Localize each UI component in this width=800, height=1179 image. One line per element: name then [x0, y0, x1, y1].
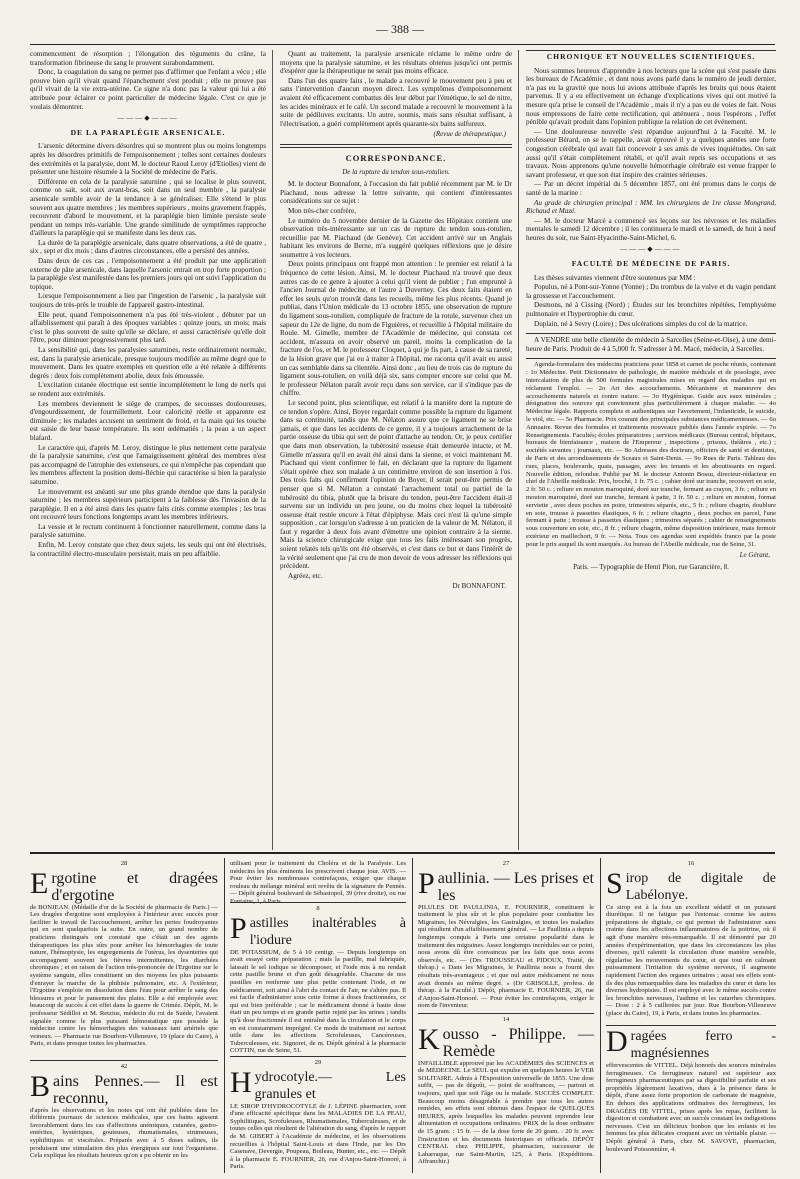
ad-number: 8: [316, 905, 320, 912]
paragraph: — Une douloureuse nouvelle s'est répandue aujourd'hui à la Faculté. M. le professeur Bérard, on se le rappelle, avait éprouvé il y a quelques années une forte congestion cérébrale qui avait fait concevoir à ses amis de vives inquiétudes. On sait aussi qu'il s'était complètement rétabli, et qu'il avait repris ses occupations et ses travaux. Nous apprenons qu'une nouvelle hémorrhagie cérébrale est venue frapper le savant professeur, et que son état inspire des craintes sérieuses.: [526, 127, 776, 179]
double-rule: [526, 358, 776, 359]
ad-title: irop de digitale de Labélonye.: [625, 870, 776, 903]
ornament-divider: ———◆———: [117, 114, 179, 123]
ad-drop-cap: D: [606, 1025, 628, 1058]
publication-notice: Agenda-formulaire des médecins praticiens pour 1858 et carnet de poche réunis, contenant : 1o Médecine. Petit Dictionnaire de pathologie, de matière médicale et de posologie, avec intercalation de plus de 500 formules magistrales mises en regard des maladies qui en réclament l'emploi. — 2o Art des accouchements. Mécanisme et manœuvre des accouchements naturels et contre nature. — 3o Hygiénique. Guide aux eaux minérales ; désignation des sources qui conviennent plus particulièrement à chaque maladie. — 4o Médecine légale. Rapports complets et authentiques sur l'avortement, l'infanticide, le suicide, le viol, etc. — 5o Pharmacie. Prix courant des principales substances médicamenteuses. — 6o Annuaire. Revue des formules et traitements nouveaux publiés dans l'année expirée. — 7o Renseignements. Facultés; écoles préparatoires ; services médicaux (Bureau central, hôpitaux, bureaux de bienfaisance , maison de l'Empereur , inspections , prisons, théâtres , etc.) ; sociétés savantes ; journaux, etc. — 8o Adresses des docteurs, officiers de santé et dentistes, de Paris et des arrondissements de Sceaux et Saint-Denis. — 9o Rues de Paris. Tableau des rues, places, boulevards, quais, passages, avec les tenants et les aboutissants en regard. Nouvelle édition, refondue. Publié par M. le docteur Antonin Bossu, directeur-rédacteur en chef de l'Abeille médicale. Prix, broché, 1 fr. 75 c. ; cahier doré sur tranche, recouvert en soie, 2 fr. 50 c. ; reliure en mouton maroquiné, doré sur tranche, fermant au crayon, 3 fr. ; reliure en mouton maroquiné, doré sur tranche, fermant à patte, 3 fr. 50 c. ; reliure en mouton, format serviette , avec deux poches en poire, trimestres séparés, etc., 5 fr. ; reliure chagrin, doublure en soie, trousse à passettes élastiques, 6 fr. ; reliure chagrin , deux poches en parcel, l'une fermant à patte ; trousse à passettes élastiques ; trimestres séparés ; cahier de renseignements sous couverture en soie, etc., 8 fr. ; reliure chagrin, même disposition intérieure, mais fermoir extérieur en maillechort, 9 fr. — Nota. Tous ces agendas sont expédiés franco par la poste pour le prix auquel ils sont marqués. Au bureau de l'Abeille médicale, rue de Seine, 31.: [526, 361, 776, 548]
paragraph: Le numéro du 5 novembre dernier de la Gazette des Hôpitaux contient une observation très-intéressante sur un cas de rupture du tendon sous-rotulien, recueillie par M. Piachaud (de Genève). Cet accident arrivé sur un Anglais habitant les environs de Berne, m'a suggéré quelques réflexions que je désire soumettre à vos lecteurs.: [280, 216, 512, 259]
column-1: [30, 50, 266, 850]
ad-section-rule: [30, 852, 775, 854]
paragraph: Le caractère qui, d'après M. Leroy, distingue le plus nettement cette paralysie de la paralysie saturnine, c'est que l'amaigrissement général des membres n'est pas accompagné de l'atrophie des extenseurs, ce qui n'empêche pas cependant que les membres affectent la position demi-fléchie qui caractérise si bien la paralysie saturnine.: [30, 443, 266, 486]
ad-drop-cap: B: [30, 1069, 51, 1103]
section-title: FACULTÉ DE MÉDECINE DE PARIS.: [571, 259, 731, 269]
paragraph: La sensibilité qui, dans les paralysies saturnines, reste ordinairement normale, est, dans la paralysie arsenicale, presque toujours modifiée au même degré que le mouvement. Dans les quatre exemples en question elle a été relatée à différents degrés : deux fois complètement abolie, deux fois émoussée.: [30, 346, 266, 380]
paragraph: L'arsenic détermine divers désordres qui se montrent plus ou moins longtemps après les désordres primitifs de l'empoisonnement ; telles sont certaines douleurs des extrémités et la paralysie, dont M. le docteur Raoul Leroy (d'Etiolles) vient de présenter une histoire résumée à la Société de médecine de Paris.: [30, 142, 266, 177]
ornament-divider: ———◆———: [620, 245, 682, 254]
article-subtitle: De la rupture du tendon sous-rotulien.: [342, 167, 450, 176]
ad-bains-pennes: [30, 1063, 218, 1175]
ad-title: aullinia. — Les prises et les: [437, 869, 594, 904]
paragraph: La vessie et le rectum continuent à fonctionner naturellement, comme dans la paralysie saturnine.: [30, 522, 266, 540]
ad-sirop-digitale: [606, 860, 776, 1022]
ad-separator: [230, 1056, 406, 1057]
ad-title: rgotine et dragées d'ergotine: [51, 869, 218, 904]
paragraph: M. le docteur Bonnafont, à l'occasion du fait publié récemment par M. le Dr Piachaud, nous adresse la lettre suivante, qui contient d'intéressantes considérations sur ce sujet :: [280, 180, 512, 206]
ad-drop-cap: K: [418, 1022, 440, 1056]
paragraph: Au grade de chirurgien principal : MM. les chirurgiens de 1re classe Mongrand, Richaud et Mazé.: [526, 198, 776, 216]
ad-title: ains Pennes.— Il est reconnu,: [53, 1072, 218, 1107]
ad-title: astilles inaltérables à l'iodure: [249, 915, 406, 948]
ad-drop-cap: E: [30, 866, 49, 900]
classified-ad: A VENDRE une belle clientèle de médecin à Sarcelles (Seine-et-Oise), à une demi-heure de Paris. Produit de 4 à 5,000 fr. S'adresser à M. Macé, médecin, à Sarcelles.: [526, 336, 776, 353]
ad-dragees-vittel: [606, 1025, 776, 1175]
ad-drop-cap: H: [230, 1065, 252, 1099]
source-citation: (Revue de thérapeutique.): [433, 130, 506, 139]
closing: Agréez, etc.: [288, 571, 323, 580]
thesis-entry: Populus, né à Pont-sur-Yonne (Yonne) ; Du trombus de la vulve et du vagin pendant la grossesse et l'accouchement.: [526, 283, 776, 300]
ad-bains-pennes-cont: [230, 860, 406, 905]
double-rule: [526, 333, 776, 334]
paragraph: Enfin, M. Leroy constate que chez deux sujets, les seuls qui ont été électrisés, la contractilité électro-musculaire persistait, mais un peu affaiblie.: [30, 541, 266, 558]
ad-text: LE SIROP D'HYDROCOTYLE de J. LÉPINE pharmacien, sont d'une efficacité spécifique dans les MALADIES DE LA PEAU, Syphilitiques, Scrofuleuses, Rhumatismales, Tuberculeuses, et de toutes celles qui résultent de l'altération du sang, d'après le rapport de M. GIBERT à l'Académie de médecine, et les observations recueillies à l'hôpital Saint-Louis et dans l'Inde, par les Drs Casenave, Devergie, Poupeau, Boileau, Hunter, etc., etc. — Dépôt à la pharmacie E. FOURNIER, 26, rue d'Anjou-Saint-Honoré, à Paris.: [230, 1102, 406, 1171]
ad-separator: [418, 1013, 594, 1014]
paragraph: Les thèses suivantes viennent d'être soutenues par MM :: [534, 273, 696, 282]
ad-number: 42: [120, 1063, 128, 1070]
paragraph: Les membres deviennent le siége de crampes, de secousses douloureuses, d'engourdissement, de fourmillement. Leur caloricité réelle et apparente est diminuée ; les malades accusent un sentiment de froid, et la main qui les touche est saisie de leur basse température. Ils sont œdématiés ; la peau a un aspect blafard.: [30, 399, 266, 442]
paragraph: — Par un décret impérial du 5 décembre 1857, ont été promus dans le corps de santé de la marine :: [526, 180, 776, 197]
ad-title: ousso - Philippe. — Remède: [442, 1025, 594, 1060]
paragraph: — M. le docteur Marcé a commencé ses leçons sur les névroses et les maladies mentales le samedi 12 décembre ; il les continuera le mardi et le samedi, de huit à neuf heures du soir, rue Saint-Hyacinthe-Saint-Michel, 6.: [526, 216, 776, 242]
ad-divider: [224, 858, 225, 1173]
printer-line: Paris. — Typographie de Henri Plon, rue Garancière, 8.: [573, 563, 729, 572]
ad-text: utilisant pour le traitement du Choléra et de la Paralysie. Les médecins les plus éminents les prescrivent chaque jour. AVIS. — Pour éviter les nombreuses contrefaçons, exiger que chaque rouleau du mélange minéral soit revêtu de la signature de Pennès. — Dépôt général boulevard de Sébastopol, 39 (rive droite), ou rue Fontaine, 1, à Paris.: [230, 860, 406, 905]
ad-ergotine: [30, 860, 218, 1056]
ad-separator: [30, 1060, 218, 1061]
thesis-entry: Duplain, né à Sevry (Loire) ; Des ulcérations simples du col de la matrice.: [534, 319, 748, 328]
ad-number: 27: [502, 860, 510, 867]
ad-text: PILULES DE PAULLINIA, E. FOURNIER, constituent le traitement le plus sûr et le plus populaire pour combattre les Migraines, les Névralgies, les Gastralgies, et toutes les maladies qui résultent d'un affaiblissement général. — Le Paullinia a depuis longtemps conquis à Paris une certaine popularité dans le traitement des migraines. Assez longtemps incrédules sur ce point, nous avons dû être convaincus par les faits que nous avons observés, etc. — (Drs TROUSSEAU et PIDOUX, Traité, de thérap.) « Dans les Migraines, le Paullinia nous a fourni des résultats très-avantageux ; et que nul autre médicament ne nous avait donnés au même degré. » (Dr GRISOLLE, profess. de thérap. à la Faculté.) Dépôt, pharmacie E. FOURNIER, 26, rue d'Anjou-Saint-Honoré. — Pour éviter les contrefaçons, exiger le nom de l'inventeur.: [418, 903, 594, 1010]
paragraph: La durée de la paraplégie arsenicale, dans quatre observations, a été de quatre , six , sept et dix mois ; dans d'autres circonstances, elle a persisté des années.: [30, 238, 266, 256]
paragraph: Quant au traitement, la paralysie arsenicale réclame le même ordre de moyens que la paralysie saturnine, et les résultats obtenus jusqu'ici ont permis d'espérer que la thérapeutique ne serait pas moins efficace.: [280, 50, 512, 76]
ad-paullinia: [418, 860, 594, 1010]
ad-drop-cap: S: [606, 866, 623, 900]
signature: Dr BONNAFONT.: [452, 582, 506, 591]
column-2: [280, 50, 512, 850]
ad-number: 28: [120, 860, 128, 867]
section-title: CHRONIQUE ET NOUVELLES SCIENTIFIQUES.: [546, 52, 756, 61]
paragraph: Dans l'un des quatre faits , le malade a recouvré le mouvement peu à peu et sans l'intervention d'aucun moyen direct. Les symptômes d'empoisonnement avaient été efficacement combattus dès leur début par l'émétique, le sel de nitre, les acides minéraux et le café. Un second malade a recouvré le mouvement à la suite de pédiluves excitants. Un autre, soumis, mais sans résultat suffisant, à l'électrisation, a guéri complètement après quarante-six bains sulfureux.: [280, 76, 512, 128]
thesis-entry: Desmons, né à Cissing (Nord) ; Études sur les bronchites répétées, l'emphysème pulmonaire et l'hypertrophie du cœur.: [526, 301, 776, 319]
column-divider: [272, 50, 273, 850]
paragraph: commencement de résorption ; l'élongation des téguments du crâne, la transformation fibrineuse du sang le prouvent surabondamment.: [30, 50, 266, 67]
ad-text: Ce sirop est à la fois un excellent sédatif et un puissant diurétique. Il ne fatigue pas l'estomac comme les autres préparations de digitale, ce qui permet de l'administrer sans crainte dans les affections inflammatoires de la poitrine, où il agit d'une manière très-remarquable. Il est démontré par 20 années d'expérimentation, que dans les circonstances les plus diverses, qu'il ralentit la circulation d'une manière sensible, régularise les mouvements du cœur, et que tout en calmant puissamment l'irritation du système nerveux, il augmente rapidement l'action des organes urinaires ; aussi ses effets sont-ils des plus remarquables dans les maladies du cœur et dans les diverses hydropisies. Il est employé avec le même succès contre les bronchites nerveuses, l'asthme et les catarrhes chroniques. — Dose : 2 à 5 cuillerées par jour. Rue Bourbon-Villeneuve (place du Caire), 19, à Paris, et dans toutes les pharmacies.: [606, 903, 776, 1017]
ad-title: ydrocotyle.— Les granules et: [254, 1069, 406, 1102]
ad-pastilles: [230, 905, 406, 1053]
gerant-label: Le Gérant,: [739, 550, 770, 559]
paragraph: Nous sommes heureux d'apprendre à nos lecteurs que la scène qui s'est passée dans les bureaux de l'Académie , et dont nous avons parlé dans le numéro de jeudi dernier, n'a pas eu la gravité que nous lui avions attribuée d'après les bruits qui nous étaient parvenus. Il y a eu effectivement un échange d'explications vives qui ont motivé la mesure qu'a prise le conseil de l'Académie , mais il n'y a pas eu de voies de fait. Nous nous empressons de faire cette rectification, qui atténuera , nous l'espérons , l'effet pénible qu'avait produit dans l'opinion publique la relation de cet événement.: [526, 66, 776, 127]
ad-number: 29: [314, 1059, 322, 1066]
ad-divider: [600, 858, 601, 1173]
ad-separator: [230, 902, 406, 903]
page-number: — 388 —: [376, 22, 424, 36]
ad-kousso: [418, 1016, 594, 1175]
paragraph: Différente en cela de la paralysie saturnine , qui se localise le plus souvent, comme on sait, soit aux avant-bras, soit dans un seul membre , la paralysie arsenicale semble avoir de la tendance à se généraliser. Elle s'étend le plus souvent aux quatre membres ; les membres supérieurs , moins gravement frappés, recouvrent d'abord le mouvement, et la paraplégie bien limitée persiste seule pendant un temps très-variable. Une grande similitude de symptômes rapproche d'ailleurs la paraplégie qui se manifeste dans les deux cas.: [30, 177, 266, 238]
ad-text: INFAILLIBLE approuvé par les ACADÉMIES des SCIENCES et de MÉDECINE. Le SEUL qui expulse en quelques heures le VER SOLITAIRE. Admis à l'Exposition universelle de 1855. Une dose suffit, — pas de dégoût, — point de souffrances, — partout et toujours, quel que soit l'âge ou le malade. SUCCÈS COMPLET. Beaucoup moins désagréable à prendre que tous les autres remèdes, ses effets sont obtenus dans l'espace de QUELQUES HEURES, après lesquelles les malades peuvent reprendre leur alimentation et occupations ordinaires. PRIX de la dose ordinaire de 15 gram. : 15 fr. — de la dose forte de 20 gram. : 20 fr. avec l'instruction et les documents historiques et officiels. DÉPÔT CENTRAL chez PHILIPPE, pharmacien, successeur de Labarraque, rue Saint-Martin, 125, à Paris. (Expéditions. Affranchir.): [418, 1059, 594, 1166]
ad-separator: [606, 1025, 776, 1026]
ad-text: effervescentes de VITTEL. Déjà honorés des sources minérales ferrugineuses. Ce ferrugineux naturel est supérieur aux ferrugineux pharmaceutiques par sa digestibilité parfaite et ses propriétés légèrement laxatives, dues à la présence dans le dépôt, d'une assez forte proportion de carbonate de magnésie, En dehors des applications ordinaires des ferrugineux, les DRAGÉES DE VITTEL, prises après les repas, facilitent la digestion et combattent avec un succès constant les indigestions nerveuses. C'est un délicieux bonbon que les enfants et les femmes les plus délicates croquent avec un véritable plaisir. — Dépôt général à Paris, chez M. SAVOYE, pharmacien, boulevard Poissonnière, 4.: [606, 1062, 776, 1153]
ad-drop-cap: P: [418, 866, 435, 900]
salutation: Mon très-cher confrère,: [288, 206, 357, 215]
double-rule: [280, 147, 512, 148]
ad-text: de BONJEAN. (Médaille d'or de la Société de pharmacie de Paris.) — Les dragées d'ergotine sont employées à l'intérieur avec succès pour faciliter le travail de l'accouchement, arrêter les pertes foudroyantes qui en sont quelquefois la suite. En outre, un grand nombre de praticiens distingués ont constaté que c'était un des agents thérapeutiques les plus sûrs pour arrêter les hémorrhagies de toute nature, l'hémoptysie, les engorgements de l'utérus, les dysenteries qui accompagnent souvent les fièvres intermittentes, les diarrhées chroniques ; et en raison de l'action très-prononcée de l'Ergotine sur le système sanguin, elles constituent un des moyens les plus puissants d'enrayer la marche de la phthisie pulmonaire, etc. A l'extérieur, l'Ergotine s'emploie en dissolution dans l'eau pour arrêter le sang des blessures et pour le pansement des plaies. Elle a été employée avec beaucoup de succès à cet effet dans la guerre de Crimée. Dépôt, M. le professeur Sédillot et M. Retzius, médecin du roi de Suède, l'avaient signalée comme le plus puissant hémostatique que possède la médecine contre les hémorrhagies des vaisseaux tant artériels que veineux. — Pharmacie rue Bourbon-Villeneuve, 19 (place du Caire), à Paris, et dans presque toutes les pharmacies.: [30, 903, 218, 1048]
double-rule: [526, 50, 776, 51]
section-title: CORRESPONDANCE.: [345, 152, 447, 163]
double-rule: [280, 144, 512, 145]
top-rule: [30, 44, 775, 45]
paragraph: Lorsque l'empoisonnement a lieu par l'ingestion de l'arsenic , la paralysie suit toujours de très-près le trouble de l'appareil gastro-intestinal.: [30, 292, 266, 310]
ad-number: 14: [502, 1016, 510, 1023]
ad-hydrocotyle: [230, 1059, 406, 1175]
ad-divider: [412, 858, 413, 1173]
ad-text: d'après les observations et les notes qui ont été publiées dans les différents journaux de sciences médicales, que ces bains agissent favorablement dans les cas d'affections anémiques, cutanées, gastro-entérites, hystériques, gouteuses, rhumatismales, strumeuses, syphilitiques et viscérales. Préparés avec à 5 doses salines, ils produisent une stimulation des plus énergiques sur tout l'organisme. Cela explique les résultats heureux qu'on a pu obtenir en les: [30, 1106, 218, 1160]
section-title: DE LA PARAPLÉGIE ARSENICALE.: [70, 127, 226, 137]
ad-number: 16: [687, 860, 695, 867]
ad-text: DE POTASSIUM, de 5 à 10 centigr. — Depuis longtemps on avait essayé cette préparation ; mais la pastille, mal fabriquée, laissait le sel iodique se décomposer, et l'iode mis à nu rendait cette pastille brune et d'un goût désagréable. Chacune de nos pastilles en renferme une plus petite contenant l'iode, et ne médicament, soit ainsi à l'abri du contact de l'air, ne s'altère pas. Il est facile d'administrer sous cette forme à doses fractionnées, ce qui est bien préférable ; car le médicament donné à haute dose était un peu temps et en grande partie rejeté par les urines ; tandis qu'à dose fractionnée il est entraîné dans la circulation et le corps en est constamment imprégné. Ce mode de traitement est surtout utile dans les affections Scrofuleuses, Cancéreuses, Tuberculeuses, etc. Signoret, de m. Dépôt général à la pharmacie COTTIN, rue de Seine, 51.: [230, 948, 406, 1055]
paragraph: Le mouvement est anéanti sur une plus grande étendue que dans la paralysie saturnine ; les membres supérieurs participent à la faiblesse dès l'invasion de la paraplégie. Il en a été ainsi dans les quatre faits cités comme exemples ; les bras ont recouvré leurs fonctions longtemps avant les membres inférieurs.: [30, 487, 266, 522]
ad-drop-cap: P: [230, 911, 247, 945]
ad-title: ragées ferro - magnésiennes: [630, 1029, 776, 1061]
column-3: [526, 50, 776, 850]
paragraph: Deux points principaux ont frappé mon attention : le premier est relatif à la fréquence de cette lésion. Ainsi, M. le docteur Piachaud n'a trouvé que deux autres cas de ce genre à ajouter à celui qu'il vient de publier ; l'un emprunté à l'ancien Journal de médecine, et l'autre à Duverney. Ces deux faits étaient en effet les seuls qu'on trouvât dans les recueils, même les plus récents. Quand je publiai, dans l'Union médicale du 13 octobre 1855, une observation de rupture du ligament sous-rotulien, compliquée de fracture de la rotule, survenue chez un sapeur du 12e de ligne, du nom de Figuières, et recueillie à l'hôpital militaire du Roule. M. Gimelle, membre de l'Académie de médecine, qui constata cet accident, m'assura en avoir observé un pareil, moins la complication de la fracture de l'os, et M. le professeur Cloquet, à qui je fis part, à cause de sa rareté, de la lésion grave que j'ai eu à traiter à l'hôpital, me raconta qu'il avait eu aussi un cas semblable dans sa clientèle. Ainsi donc , au lieu de trois cas de rupture du ligament sous-rotulien, en voilà déjà six, sans compter encore sur celui que M. le professeur Nélaton paraît avoir reçu dans son service, car il s'indique pas de chiffre.: [280, 260, 513, 398]
paragraph: L'excitation cutanée électrique est sentie incomplètement le long de nerfs qui se rendent aux extrémités.: [30, 381, 266, 398]
paragraph: Elle peut, quand l'empoisonnement n'a pas été très-violent , débuter par un affaiblissement qui paraît à des époques variables : quinze jours, un mois; mais c'est le plus souvent de suite qu'elle se déclare, et aussi caractérisée qu'elle doit l'être, pour diminuer progressivement plus tard.: [30, 310, 266, 345]
column-divider: [518, 50, 519, 850]
paragraph: Dans deux de ces cas , l'empoisonnement a été produit par une application externe de pâte arsenicale, dans laquelle l'arsenic entrait en trop forte proportion ; la paraplégie s'est manifestée dans les premiers jours qui ont suivi l'application du topique.: [30, 257, 266, 291]
paragraph: Le second point, plus scientifique, est relatif à la manière dont la rupture de ce tendon s'opère. Ainsi, Boyer regardait comme possible la rupture du ligament dans sa continuité, tandis que M. Nélaton assure que ce ligament ne se brise jamais, et que dans les accidents de ce genre, il y a toujours arrachement de la partie osseuse du tibia qui sert de point d'attache au tendon. Or, je peux certifier que dans mon observation, la tubérosité osseuse était demeurée intacte, et M. Gimelle m'assura qu'il en avait été ainsi dans la sienne, et voici maintenant M. Piachaud qui vient confirmer le fait, en déclarant que la rupture du ligament s'était opérée chez son malade à un centimètre environ de son insertion à l'os. Des trois faits qui confirment l'opinion de Boyer, il serait peut-être permis de penser que si M. Nélaton a constaté l'arrachement total ou partiel de la tubérosité du tibia, plutôt que la brisure du tendon, peut-être l'accident était-il survenu sur un individu un peu jeune, ou du moins chez lequel la tubérosité osseuse était restée encore à l'état d'épiphyse. Mais ceci n'est là qu'une simple supposition , car lorsqu'on s'adresse à un praticien de la valeur de M. Nélaton, il faut y regarder à deux fois avant d'émettre une opinion contraire à la sienne. Mais la science chirurgicale exige que tous les faits intéressant son progrès, soient relatés tels qu'ils ont été observés, et c'est dans ce but et dans l'intérêt de la vérité seulement que j'ai cru de mon devoir de vous adresser les réflexions qui précèdent.: [280, 398, 512, 571]
paragraph: Donc, la coagulation du sang ne permet pas d'affirmer que l'enfant a vécu ; elle prouve bien qu'il vivait quand l'épanchement s'est produit ; elle ne prouve pas qu'il vivait de la vie extra-utérine. Ce signe n'a donc pas la valeur qui lui a été attribuée pour éclairer ce point particulier de médecine légale. C'est ce que je voulais démontrer.: [30, 68, 266, 111]
